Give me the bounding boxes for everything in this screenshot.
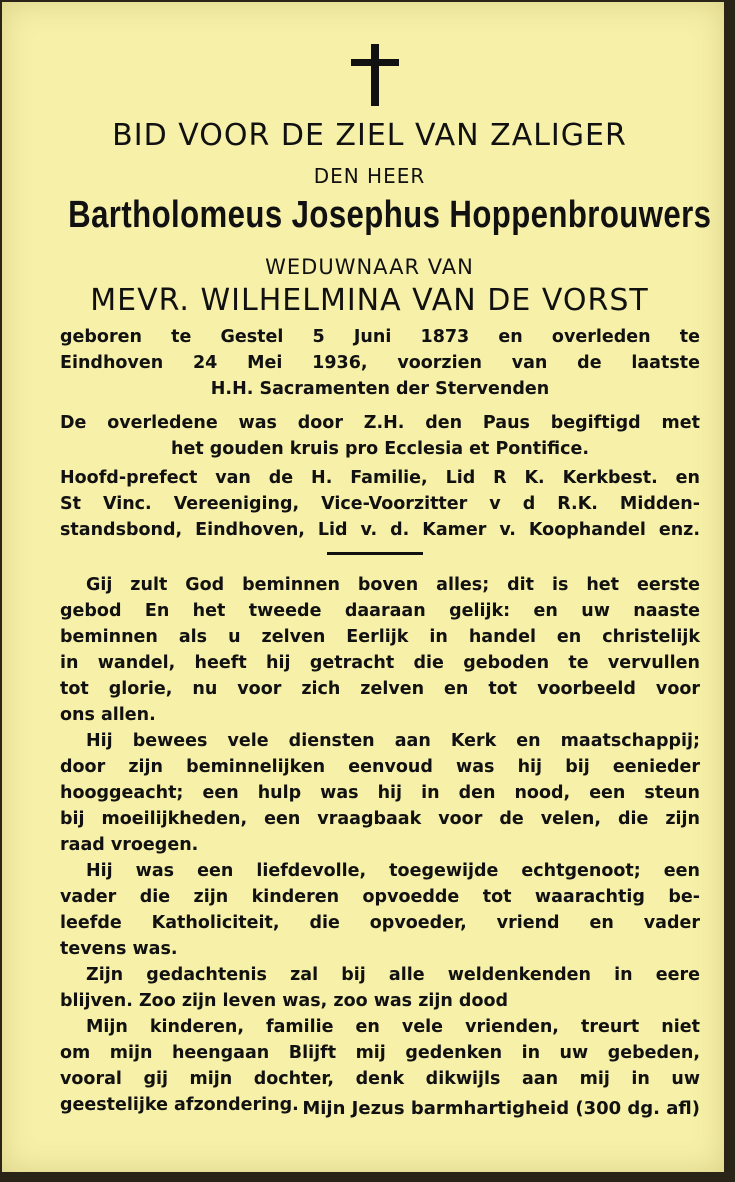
memorial-card: [2, 2, 724, 1172]
spouse-name: MEVR. WILHELMINA VAN DE VORST: [90, 283, 649, 318]
title-den-heer: DEN HEER: [313, 164, 426, 188]
body-line: vader die zijn kinderen opvoedde tot waarachtig be-: [60, 887, 700, 907]
body-line: bij moeilijkheden, een vraagbaak voor de velen, die zijn: [60, 809, 700, 829]
body-line: raad vroegen.: [60, 835, 199, 855]
divider: [327, 552, 423, 555]
body-line: Hij bewees vele diensten aan Kerk en maatschappij;: [86, 731, 700, 751]
body-line: ons allen.: [60, 705, 156, 725]
bio-line: H.H. Sacramenten der Stervenden: [210, 379, 550, 399]
honor-line: De overledene was door Z.H. den Paus begiftigd met: [60, 413, 700, 433]
body-line: om mijn heengaan Blijft mij gedenken in uw gebeden,: [60, 1043, 700, 1063]
offices-line: standsbond, Eindhoven, Lid v. d. Kamer v. Koophandel enz.: [60, 520, 700, 540]
scan-edge-bottom: [0, 1172, 735, 1182]
scan-edge-right: [724, 0, 735, 1182]
body-line: leefde Katholiciteit, die opvoeder, vriend en vader: [60, 913, 700, 933]
bio-line: Eindhoven 24 Mei 1936, voorzien van de laatste: [60, 353, 700, 373]
cross-icon: [351, 44, 399, 106]
body-line: tot glorie, nu voor zich zelven en tot voorbeeld voor: [60, 679, 700, 699]
body-line: Mijn kinderen, familie en vele vrienden, treurt niet: [86, 1017, 700, 1037]
bio-line: geboren te Gestel 5 Juni 1873 en overleden te: [60, 327, 700, 347]
offices-line: Hoofd-prefect van de H. Familie, Lid R K. Kerkbest. en: [60, 468, 700, 488]
honor-line: het gouden kruis pro Ecclesia et Pontifice.: [171, 439, 589, 459]
body-line: hooggeacht; een hulp was hij in den nood, een steun: [60, 783, 700, 803]
closing-prayer: Mijn Jezus barmhartigheid (300 dg. afl): [302, 1098, 700, 1119]
prayer-heading: BID VOOR DE ZIEL VAN ZALIGER: [112, 118, 627, 153]
honor-paragraph: [60, 410, 700, 462]
body-line: gebod En het tweede daaraan gelijk: en uw naaste: [60, 601, 700, 621]
body-line: blijven. Zoo zijn leven was, zoo was zijn dood: [60, 991, 509, 1011]
body-line: geestelijke afzondering.: [60, 1095, 299, 1115]
offices-paragraph: [60, 465, 700, 543]
body-line: beminnen als u zelven Eerlijk in handel en christelijk: [60, 627, 700, 647]
deceased-name: Bartholomeus Josephus Hoppenbrouwers: [68, 194, 712, 236]
body-line: in wandel, heeft hij getracht die geboden te vervullen: [60, 653, 700, 673]
body-text: [60, 572, 700, 1118]
body-line: door zijn beminnelijken eenvoud was hij bij eenieder: [60, 757, 700, 777]
bio-paragraph: [60, 324, 700, 402]
body-line: Zijn gedachtenis zal bij alle weldenkenden in eere: [86, 965, 700, 985]
offices-line: St Vinc. Vereeniging, Vice-Voorzitter v d R.K. Midden-: [60, 494, 700, 514]
body-line: Gij zult God beminnen boven alles; dit is het eerste: [86, 575, 700, 595]
widower-label: WEDUWNAAR VAN: [265, 255, 474, 279]
body-line: Hij was een liefdevolle, toegewijde echtgenoot; een: [86, 861, 700, 881]
body-line: tevens was.: [60, 939, 178, 959]
body-line: vooral gij mijn dochter, denk dikwijls aan mij in uw: [60, 1069, 700, 1089]
